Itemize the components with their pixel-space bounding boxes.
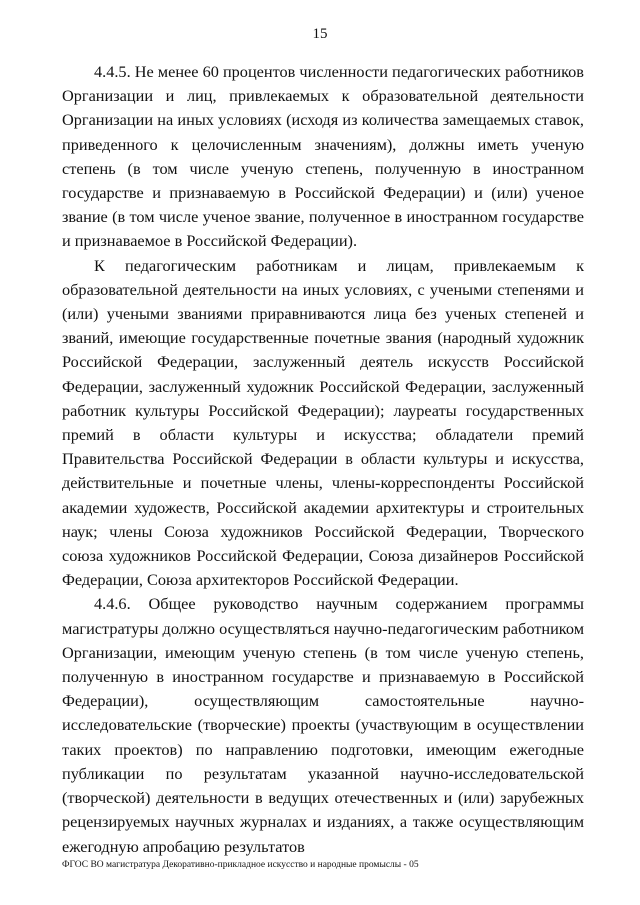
paragraph-4-4-6: 4.4.6. Общее руководство научным содержанием программы магистратуры должно осуществляться научно-педагогическим работником Организации, имеющим ученую степень (в том числе ученую степень, полученную в иностранном государстве и признаваемую в Российской Федерации), осуществляющим самостоятельные научно-исследовательские (творческие) проекты (участвующим в осуществлении таких проектов) по направлению подготовки, имеющим ежегодные публикации по результатам указанной научно-исследовательской (творческой) деятельности в ведущих отечественных и (или) зарубежных рецензируемых научных журналах и изданиях, а также осуществляющим ежегодную апробацию результатов <box>62 594 584 856</box>
footer-note: ФГОС ВО магистратура Декоративно-прикладное искусство и народные промыслы - 05 <box>62 860 419 870</box>
paragraph-equivalence: К педагогическим работникам и лицам, привлекаемым к образовательной деятельности на иных условиях, с учеными степенями и (или) учеными званиями приравниваются лица без ученых степеней и званий, имеющие государственные почетные звания (народный художник Российской Федерации, заслуженный деятель искусств Российской Федерации, заслуженный художник Российской Федерации, заслуженный работник культуры Российской Федерации); лауреаты государственных премий в области культуры и искусства; обладатели премий Правительства Российской Федерации в области культуры и искусства, действительные и почетные члены, члены-корреспонденты Российской академии художеств, Российской академии архитектуры и строительных наук; члены Союза художников Российской Федерации, Творческого союза художников Российской Федерации, Союза дизайнеров Российской Федерации, Союза архитекторов Российской Федерации. <box>62 255 584 590</box>
page-number: 15 <box>312 26 328 42</box>
document-body <box>62 60 584 859</box>
paragraph-4-4-5: 4.4.5. Не менее 60 процентов численности педагогических работников Организации и лиц, привлекаемых к образовательной деятельности Организации на иных условиях (исходя из количества замещаемых ставок, приведенного к целочисленным значениям), должны иметь ученую степень (в том числе ученую степень, полученную в иностранном государстве и признаваемую в Российской Федерации) и (или) ученое звание (в том числе ученое звание, полученное в иностранном государстве и признаваемое в Российской Федерации). <box>62 62 584 251</box>
